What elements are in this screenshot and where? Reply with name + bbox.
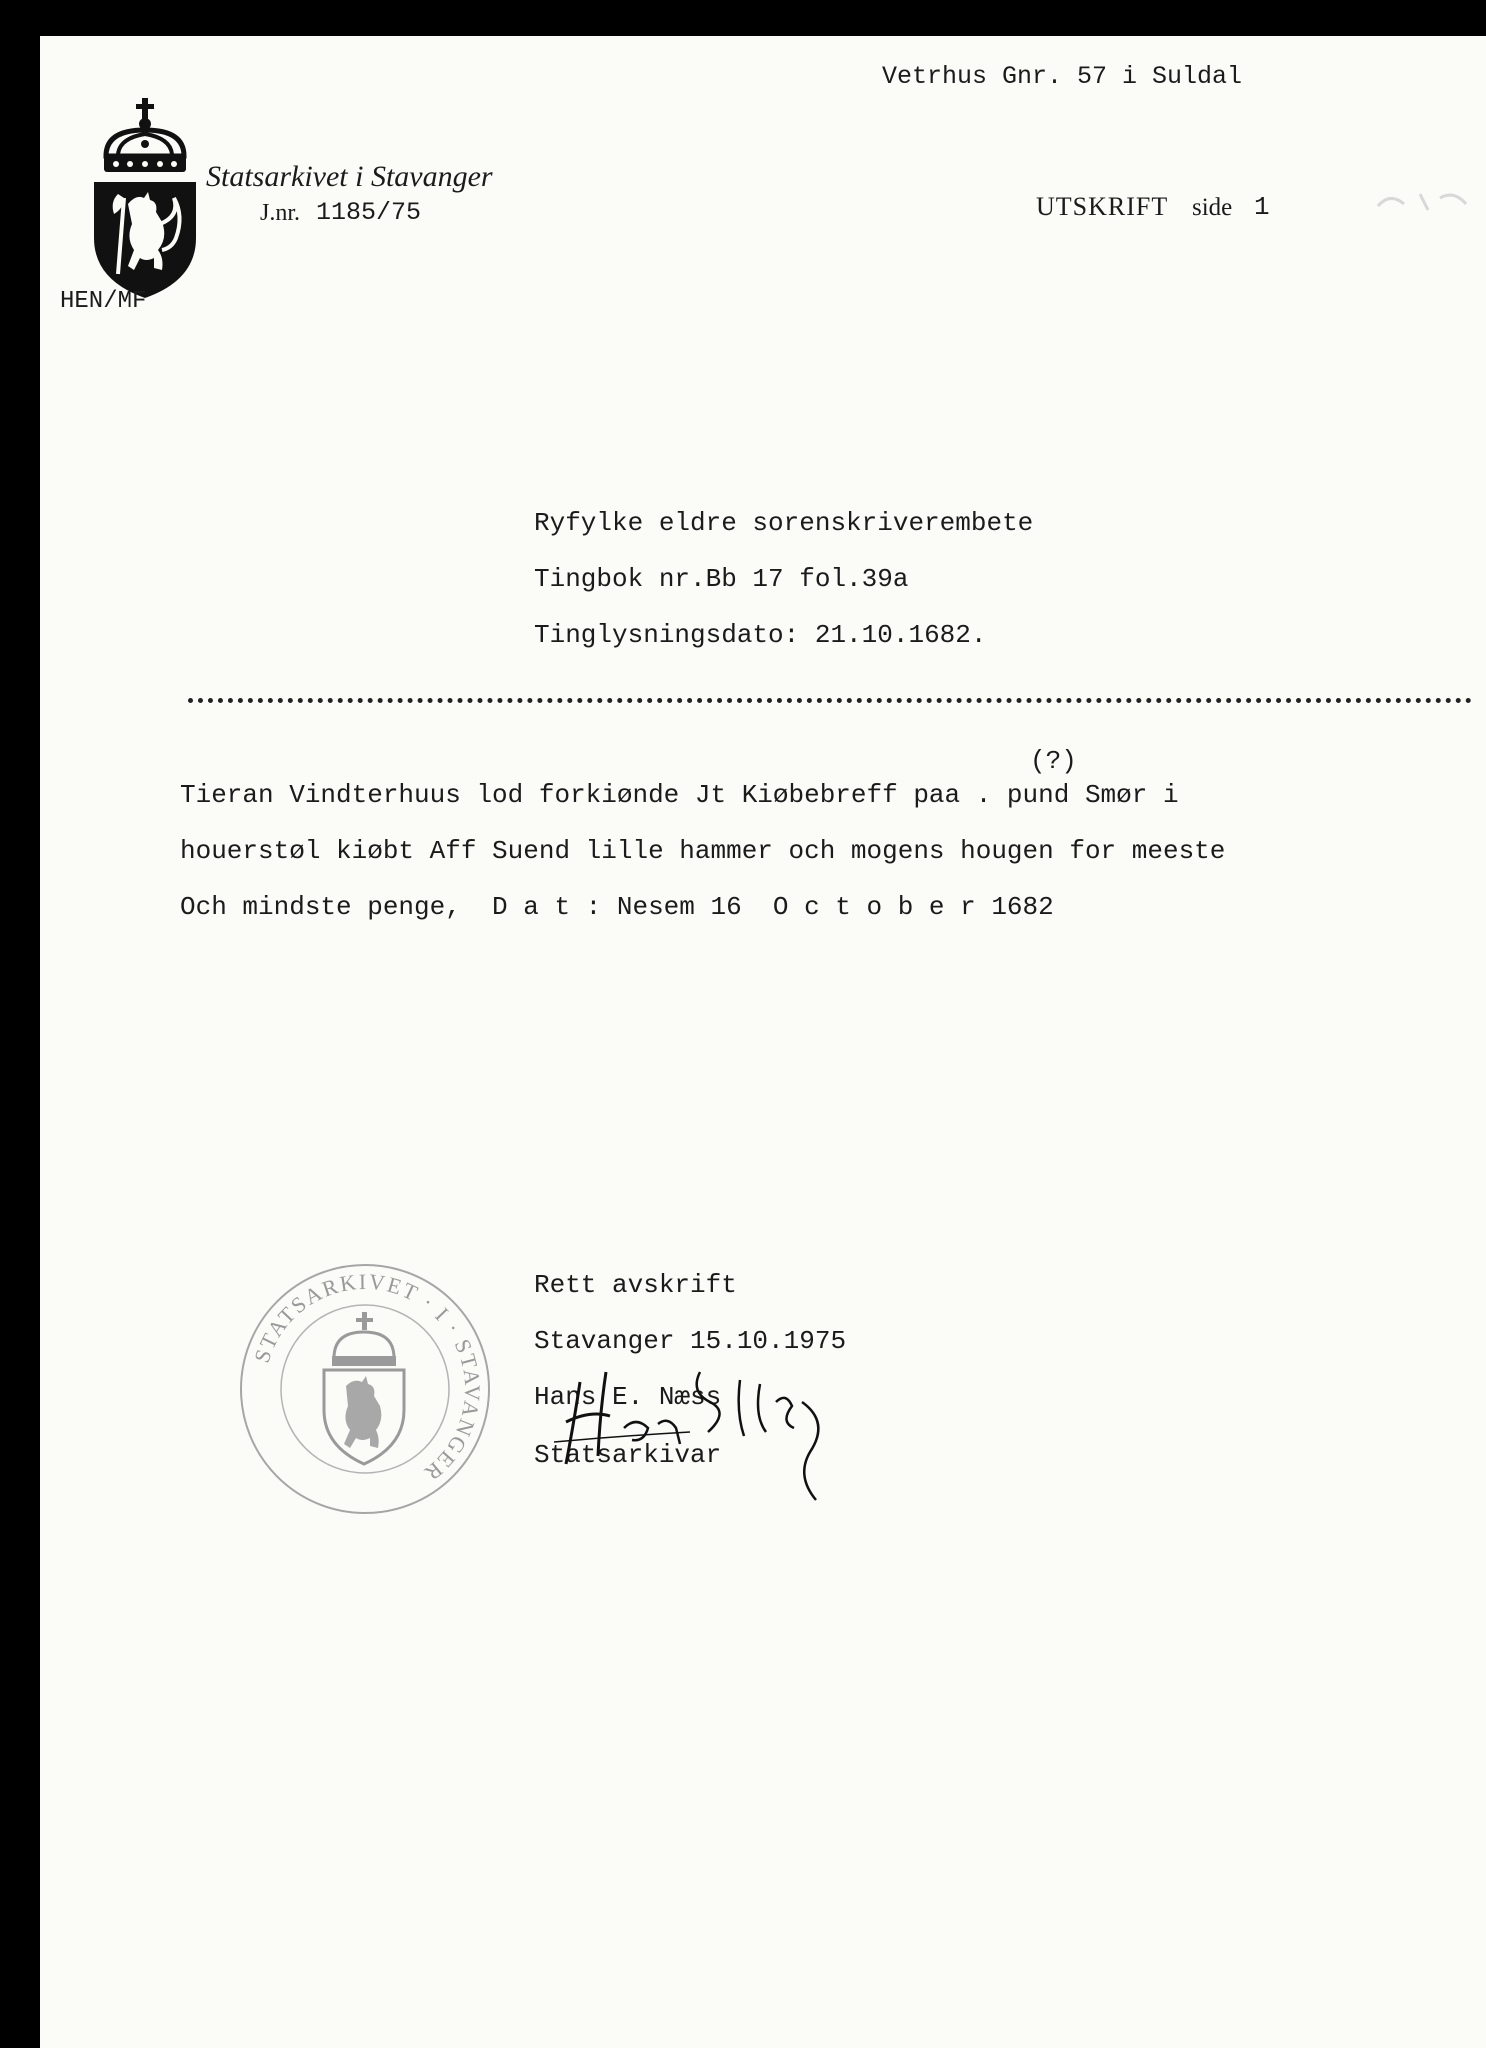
institution-name: Statsarkivet i Stavanger <box>206 160 493 193</box>
transcript-line: Och mindste penge, D a t : Nesem 16 O c t o b e r 1682 <box>180 892 1054 922</box>
coat-of-arms-icon <box>88 98 204 298</box>
transcript-line: Tieran Vindterhuus lod forkiønde Jt Kiøbebreff paa . pund Smør i <box>180 780 1179 810</box>
source-archive: Ryfylke eldre sorenskriverembete <box>534 508 1034 538</box>
registration-date: Tinglysningsdato: 21.10.1682. <box>534 620 987 650</box>
property-line: Vetrhus Gnr. 57 i Suldal <box>882 62 1243 91</box>
signer-title: Statsarkivar <box>534 1440 722 1470</box>
question-mark-note: (?) <box>1030 746 1077 776</box>
dotted-separator <box>188 698 1472 703</box>
initials: HEN/MF <box>60 288 147 315</box>
transcript-label: UTSKRIFT <box>1036 192 1169 221</box>
faint-stamp-mark <box>1370 186 1480 216</box>
archive-seal-icon <box>236 1260 494 1518</box>
handwritten-signature <box>540 1332 850 1512</box>
attest-line: Rett avskrift <box>534 1270 737 1300</box>
svg-text:STATSARKIVET · I · STAVANGER: STATSARKIVET · I · STAVANGER <box>248 1268 486 1488</box>
document-page <box>40 36 1486 2048</box>
signer-name: Hans E. Næss <box>534 1382 722 1412</box>
source-book: Tingbok nr.Bb 17 fol.39a <box>534 564 909 594</box>
side-number: 1 <box>1254 192 1270 222</box>
transcript-line: houerstøl kiøbt Aff Suend lille hammer och mogens hougen for meeste <box>180 836 1226 866</box>
journal-label: J.nr. <box>260 200 301 226</box>
journal-number: 1185/75 <box>316 198 422 227</box>
place-date: Stavanger 15.10.1975 <box>534 1326 847 1356</box>
side-label: side <box>1192 194 1233 221</box>
